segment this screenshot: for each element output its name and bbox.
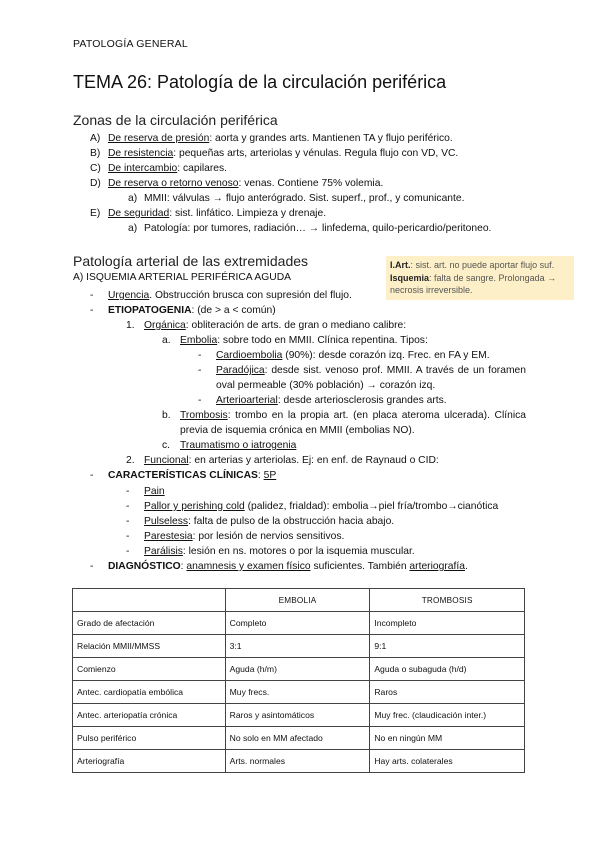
term-organica: Orgánica [144,320,186,331]
table-header-cell [73,589,226,612]
zona-subitem-e [128,221,491,236]
item-text: : desde sist. venoso prof. MMII. A través de un foramen oval permeable (30% población) → corazón izq. [216,365,526,391]
zona-item-d [90,176,383,191]
table-cell: Pulso periférico [73,727,226,750]
term-arteriografia: arteriografía [409,561,465,572]
zona-item-c [90,161,227,176]
table-cell: Muy frecs. [225,681,370,704]
bullet-text: : (de > a < común) [191,305,276,316]
term-funcional: Funcional [144,455,189,466]
term-cardioembolia: Cardioembolia [216,350,283,361]
term-anamnesis: anamnesis y examen físico [186,561,311,572]
bullet-urgencia: - Urgencia. Obstrucción brusca con supresión del flujo. [90,290,352,301]
label-clinicas: CARACTERÍSTICAS CLÍNICAS [108,470,258,481]
item-paradojica: - Paradójica: desde sist. venoso prof. MMII. A través de un foramen oval permeable (30% población) → corazón izq. [198,365,526,391]
table-cell: Relación MMII/MMSS [73,635,226,658]
table-header-cell: EMBOLIA [225,589,370,612]
term-5p: 5P [263,470,277,481]
document-header: PATOLOGÍA GENERAL [73,38,188,50]
note-text: : falta de sangre. Prolongada → necrosis irreversible. [390,272,557,295]
zona-item-a [90,131,453,146]
note-line-iart [390,259,570,272]
term-pain: Pain [144,486,165,497]
term-paralisis: Parálisis [144,546,183,557]
list-marker: c. [162,440,171,451]
zona-text: : capilares. [177,163,228,174]
table-row [73,727,525,750]
item-arterioarterial: - Arterioarterial: desde arteriosclerosis grandes arts. [198,395,447,406]
item-text: : en arterias y arteriolas. Ej: en enf. de Raynaud o CID: [188,455,439,466]
term-pallor: Pallor y perishing cold [144,501,245,512]
bullet-diagnostico: - DIAGNÓSTICO: anamnesis y examen físico suficientes. También arteriografía. [90,561,468,572]
label-diagnostico: DIAGNÓSTICO [108,561,181,572]
item-text: : sobre todo en MMII. Clínica repentina. Tipos: [217,335,428,346]
zona-text: : sist. linfático. Limpieza y drenaje. [169,208,327,219]
item-trombosis [162,408,526,438]
zona-subitem-d [128,191,465,206]
table-header-cell: TROMBOSIS [370,589,525,612]
table-cell: Arteriografía [73,750,226,773]
zona-term: De reserva de presión [108,133,210,144]
list-marker: 1. [126,320,135,331]
table-cell: Comienzo [73,658,226,681]
bullet-clinicas: - CARACTERÍSTICAS CLÍNICAS: 5P [90,470,277,481]
table-cell: Antec. cardiopatía embólica [73,681,226,704]
table-cell: Grado de afectación [73,612,226,635]
term-trombosis: Trombosis [180,410,228,421]
subsection-heading-isquemia: A) ISQUEMIA ARTERIAL PERIFÉRICA AGUDA [73,272,292,283]
item-text: : falta de pulso de la obstrucción hacia abajo. [188,516,395,527]
item-text: : lesión en ns. motores o por la isquemia muscular. [182,546,415,557]
term-embolia: Embolia [180,335,218,346]
item-pain: - Pain [126,486,165,497]
zona-subtext: MMII: válvulas → flujo anterógrado. Sist. superf., prof., y comunicante. [144,193,465,204]
item-organica [126,318,406,333]
bullet-text: suficientes. También [310,561,410,572]
note-text: : sist. art. no puede aportar flujo suf. [410,260,555,270]
table-row [73,612,525,635]
list-marker: a) [128,193,138,204]
note-line-isquemia [390,272,570,297]
item-pulseless: - Pulseless: falta de pulso de la obstrucción hacia abajo. [126,516,395,527]
item-text: : obliteración de arts. de gran o mediano calibre: [185,320,407,331]
section-heading-extremidades: Patología arterial de las extremidades [73,253,309,269]
list-marker: D) [90,178,101,189]
zona-text: : venas. Contiene 75% volemia. [238,178,384,189]
sticky-note [386,256,574,300]
item-text: : por lesión de nervios sensitivos. [192,531,345,542]
page-title: TEMA 26: Patología de la circulación periférica [73,72,447,92]
list-marker: 2. [126,455,135,466]
table-cell: Raros y asintomáticos [225,704,370,727]
table-cell: Aguda (h/m) [225,658,370,681]
table-row [73,704,525,727]
zona-text: : pequeñas arts, arteriolas y vénulas. Regula flujo con VD, VC. [173,148,459,159]
zona-term: De resistencia [108,148,174,159]
table-cell: 3:1 [225,635,370,658]
table-cell: 9:1 [370,635,525,658]
table-row [73,681,525,704]
bullet-text: : [257,470,264,481]
list-marker: A) [90,133,101,144]
note-label: Isquemia [390,272,430,283]
label-etiopatogenia: ETIOPATOGENIA [108,305,192,316]
item-parestesia: - Parestesia: por lesión de nervios sensitivos. [126,531,345,542]
item-text: : desde arteriosclerosis grandes arts. [277,395,447,406]
item-text: : trombo en la propia art. (en placa ateroma ulcerada). Clínica previa de isquemia crónica en MMII (embolias NO). [180,410,526,436]
bullet-text: : [180,561,187,572]
table-cell: Incompleto [370,612,525,635]
list-marker: E) [90,208,101,219]
table-cell: No en ningún MM [370,727,525,750]
zona-term: De seguridad [108,208,170,219]
zona-subtext: Patología: por tumores, radiación… → linfedema, quilo-pericardio/peritoneo. [144,223,492,234]
note-label: I.Art. [390,260,411,270]
list-marker: B) [90,148,101,159]
table-cell: Muy frec. (claudicación inter.) [370,704,525,727]
table-cell: Arts. normales [225,750,370,773]
table-row [73,635,525,658]
item-paralisis: - Parálisis: lesión en ns. motores o por la isquemia muscular. [126,546,415,557]
bullet-text: . Obstrucción brusca con supresión del flujo. [149,290,352,301]
zona-term: De reserva o retorno venoso [108,178,239,189]
table-header-row [73,589,525,612]
zona-item-b [90,146,458,161]
bullet-text: . [464,561,468,572]
table-cell: Aguda o subaguda (h/d) [370,658,525,681]
zona-text: : aorta y grandes arts. Mantienen TA y flujo periférico. [209,133,453,144]
zona-term: De intercambio [108,163,178,174]
zona-item-e [90,206,326,221]
term-paradojica: Paradójica [216,365,265,376]
list-marker: a. [162,335,171,346]
item-pallor: - Pallor y perishing cold (palidez, frialdad): embolia→piel fría/trombo→cianótica [126,501,499,512]
table-cell: Hay arts. colaterales [370,750,525,773]
comparison-table [72,588,525,773]
list-marker: C) [90,163,101,174]
item-embolia [162,333,428,348]
item-traumatismo [162,438,296,453]
bullet-etiopatogenia: - ETIOPATOGENIA: (de > a < común) [90,305,276,316]
section-heading-zonas: Zonas de la circulación periférica [73,112,278,128]
item-cardioembolia: - Cardioembolia (90%): desde corazón izq. Frec. en FA y EM. [198,350,490,361]
term-parestesia: Parestesia [144,531,193,542]
list-marker: a) [128,223,138,234]
item-funcional [126,453,439,468]
term-pulseless: Pulseless [144,516,189,527]
table-cell: Antec. arteriopatía crónica [73,704,226,727]
term-urgencia: Urgencia [108,290,150,301]
table-row [73,658,525,681]
item-text: (90%): desde corazón izq. Frec. en FA y EM. [282,350,490,361]
table-cell: Raros [370,681,525,704]
term-traumatismo: Traumatismo o iatrogenia [180,440,297,451]
item-text: (palidez, frialdad): embolia→piel fría/trombo→cianótica [244,501,499,512]
table-cell: No solo en MM afectado [225,727,370,750]
table-row [73,750,525,773]
term-arterioarterial: Arterioarterial [216,395,278,406]
table-cell: Completo [225,612,370,635]
list-marker: b. [162,410,171,421]
